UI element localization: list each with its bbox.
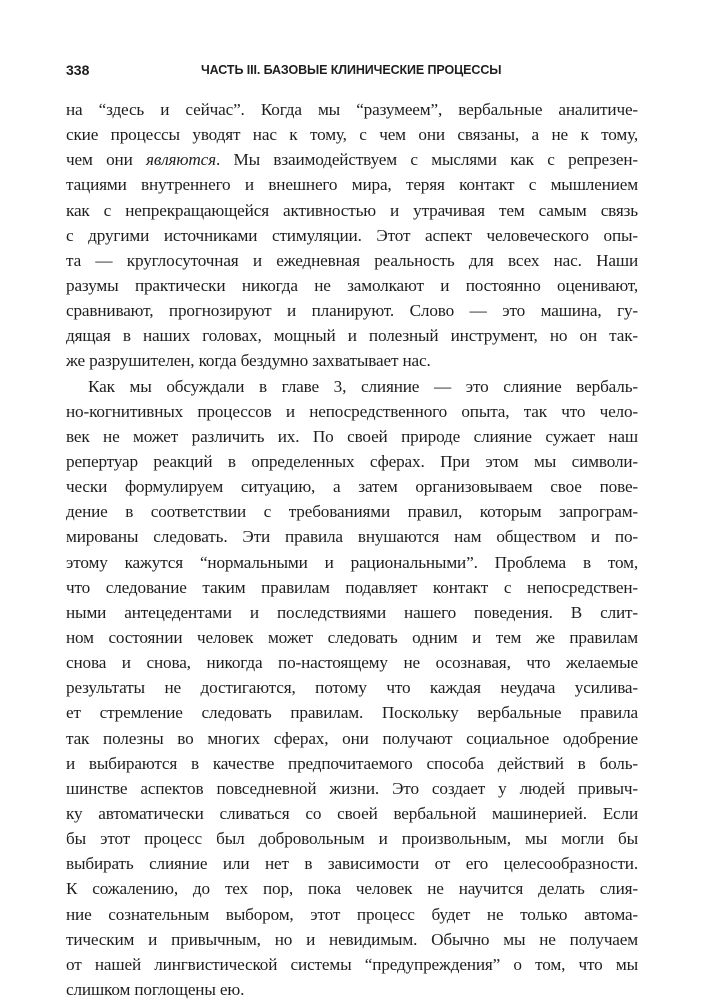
text-line: но-когнитивных процессов и непосредственного опыта, так что чело- bbox=[66, 401, 638, 421]
body-text bbox=[66, 97, 638, 1002]
text-line: ние сознательным выбором, этот процесс будет не только автома- bbox=[66, 904, 638, 924]
text-line: так полезны во многих сферах, они получают социальное одобрение bbox=[66, 728, 638, 748]
text-line: тическим и привычным, но и невидимым. Обычно мы не получаем bbox=[66, 929, 638, 949]
text-line: ет стремление следовать правилам. Поскольку вербальные правила bbox=[66, 703, 638, 723]
emphasized-word: являются bbox=[146, 150, 216, 170]
text-line: что следование таким правилам подавляет контакт с непосредствен- bbox=[66, 577, 638, 597]
text-line: Как мы обсуждали в главе 3, слияние — это слияние вербаль- bbox=[88, 376, 638, 396]
text-line: же разрушителен, когда бездумно захватывает нас. bbox=[66, 351, 431, 371]
text-line: репертуар реакций в определенных сферах. При этом мы символи- bbox=[66, 451, 638, 471]
text-line: шинстве аспектов повседневной жизни. Это создает у людей привыч- bbox=[66, 778, 638, 798]
text-line: этому кажутся “нормальными и рациональными”. Проблема в том, bbox=[66, 552, 638, 572]
text-line: результаты не достигаются, потому что каждая неудача усилива- bbox=[66, 678, 638, 698]
text-line: век не может различить их. По своей природе слияние сужает наш bbox=[66, 426, 638, 446]
paragraph-2 bbox=[66, 374, 638, 1002]
text-line: ские процессы уводят нас к тому, с чем они связаны, а не к тому, bbox=[66, 125, 638, 145]
text-line: от нашей лингвистической системы “предупреждения” о том, что мы bbox=[66, 954, 638, 974]
text-line: ку автоматически сливаться со своей вербальной машинерией. Если bbox=[66, 803, 638, 823]
text-line: разумы практически никогда не замолкают и постоянно оценивают, bbox=[66, 275, 638, 295]
text-line: и выбираются в качестве предпочитаемого способа действий в боль- bbox=[66, 753, 638, 773]
text-line: сравнивают, прогнозируют и планируют. Слово — это машина, гу- bbox=[66, 301, 638, 321]
text-line: на “здесь и сейчас”. Когда мы “разумеем”, вербальные аналитиче- bbox=[66, 100, 638, 119]
running-head bbox=[66, 62, 638, 82]
text-line: дящая в наших головах, мощный и полезный инструмент, но он так- bbox=[66, 326, 638, 346]
text-line: снова и снова, никогда по-настоящему не осознавая, что желаемые bbox=[66, 653, 638, 673]
text-line: тациями внутреннего и внешнего мира, теряя контакт с мышлением bbox=[66, 175, 638, 195]
page-number: 338 bbox=[66, 62, 90, 78]
text-line: ными антецедентами и последствиями нашего поведения. В слит- bbox=[66, 602, 638, 622]
text-line bbox=[66, 147, 638, 172]
text-line: выбирать слияние или нет в зависимости от его целесообразности. bbox=[66, 854, 638, 874]
text-run: чем они bbox=[66, 150, 147, 170]
text-line: чески формулируем ситуацию, а затем организовываем свое пове- bbox=[66, 477, 638, 497]
text-line: ном состоянии человек может следовать одним и тем же правилам bbox=[66, 627, 638, 647]
text-line: как с непрекращающейся активностью и утрачивая тем самым связь bbox=[66, 200, 638, 220]
chapter-title: ЧАСТЬ III. БАЗОВЫЕ КЛИНИЧЕСКИЕ ПРОЦЕССЫ bbox=[201, 63, 502, 77]
text-line: дение в соответствии с требованиями правил, которым запрограм- bbox=[66, 502, 638, 522]
text-run: . Мы взаимодействуем с мыслями как с репрезен- bbox=[215, 150, 638, 170]
text-line: К сожалению, до тех пор, пока человек не научится делать слия- bbox=[66, 879, 638, 899]
text-line: та — круглосуточная и ежедневная реальность для всех нас. Наши bbox=[66, 250, 638, 270]
text-line: мированы следовать. Эти правила внушаются нам обществом и по- bbox=[66, 527, 638, 547]
text-line: бы этот процесс был добровольным и произвольным, мы могли бы bbox=[66, 829, 638, 849]
text-line: слишком поглощены ею. bbox=[66, 979, 245, 999]
text-line: с другими источниками стимуляции. Этот аспект человеческого опы- bbox=[66, 225, 638, 245]
paragraph-1 bbox=[66, 97, 638, 374]
